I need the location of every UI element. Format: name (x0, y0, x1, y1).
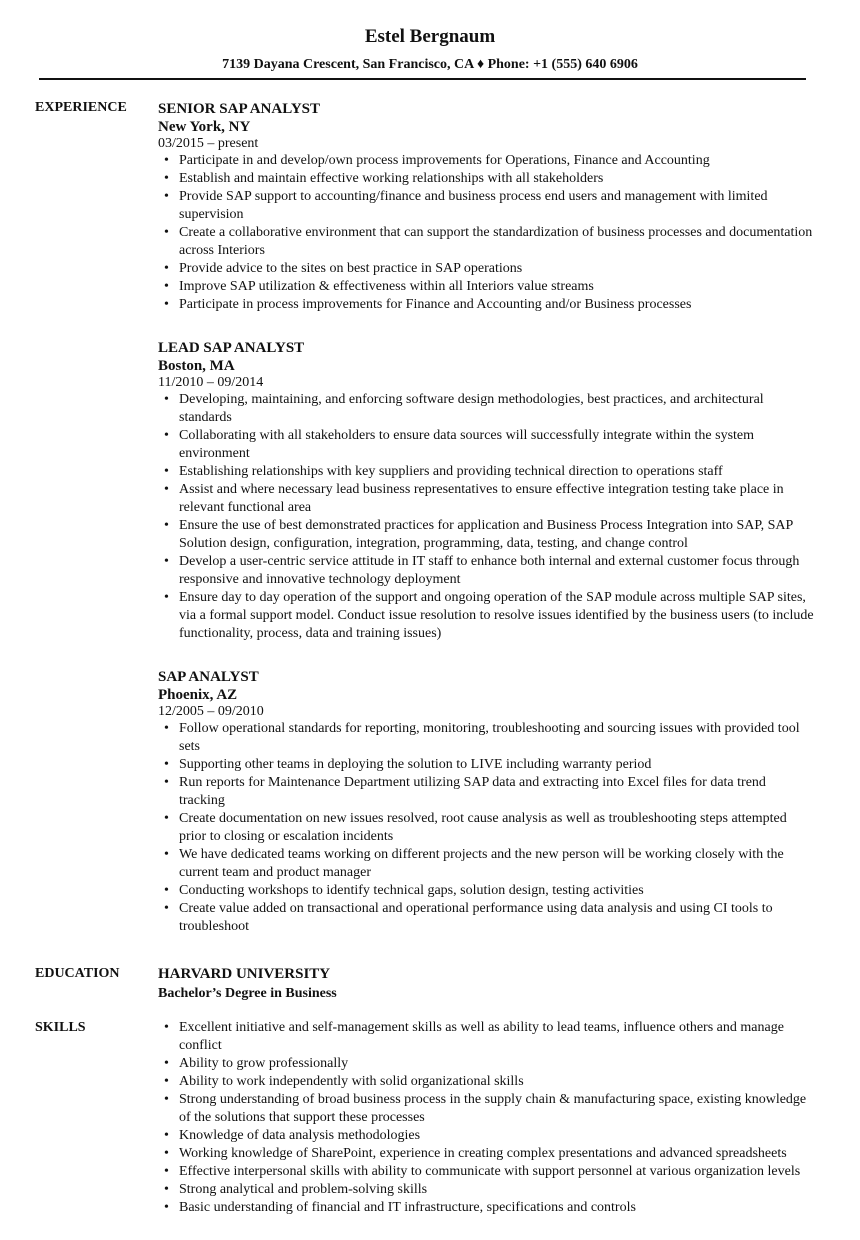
list-item: • Provide SAP support to accounting/finance and business process end users and management with limited supervision (179, 188, 814, 224)
skills-list (158, 1019, 814, 1217)
job-title: SENIOR SAP ANALYST (158, 101, 321, 117)
job-dates: 11/2010 – 09/2014 (158, 375, 264, 390)
list-item: • Develop a user-centric service attitude in IT staff to enhance both internal and external customer focus through responsive and innovative technology deployment (179, 553, 814, 589)
education-body (158, 965, 860, 1004)
job-bullets (158, 720, 814, 936)
education-school: HARVARD UNIVERSITY (158, 966, 331, 982)
list-item: • Basic understanding of financial and IT infrastructure, specifications and controls (179, 1199, 814, 1217)
list-item: • Create value added on transactional and operational performance using data analysis and using CI tools to troubleshoot (179, 900, 814, 936)
list-item: • Working knowledge of SharePoint, experience in creating complex presentations and advanced spreadsheets (179, 1145, 814, 1163)
list-item: • Improve SAP utilization & effectiveness within all Interiors value streams (179, 278, 814, 296)
resume-header (0, 0, 860, 74)
list-item: • Provide advice to the sites on best practice in SAP operations (179, 260, 814, 278)
list-item: • Establishing relationships with key suppliers and providing technical direction to operations staff (179, 463, 814, 481)
experience-heading: EXPERIENCE (35, 100, 127, 115)
education-degree: Bachelor’s Degree in Business (158, 986, 337, 1001)
job-location: Phoenix, AZ (158, 687, 238, 703)
list-item: • Effective interpersonal skills with ability to communicate with support personnel at various organization levels (179, 1163, 814, 1181)
list-item: • Developing, maintaining, and enforcing software design methodologies, best practices, and architectural standards (179, 391, 814, 427)
list-item: • Create documentation on new issues resolved, root cause analysis as well as troubleshooting steps attempted prior to closing or escalation incidents (179, 810, 814, 846)
candidate-name: Estel Bergnaum (364, 26, 496, 47)
list-item: • Establish and maintain effective working relationships with all stakeholders (179, 170, 814, 188)
skills-section (0, 1019, 860, 1217)
job-bullets (158, 391, 814, 643)
contact-line: 7139 Dayana Crescent, San Francisco, CA ♦ Phone: +1 (555) 640 6906 (222, 57, 638, 72)
education-section (0, 965, 860, 1004)
job-title: SAP ANALYST (158, 669, 259, 685)
list-item: • Knowledge of data analysis methodologies (179, 1127, 814, 1145)
job-entry (158, 99, 814, 314)
list-item: • We have dedicated teams working on different projects and the new person will be working closely with the current team and product manager (179, 846, 814, 882)
skills-heading: SKILLS (35, 1020, 86, 1035)
list-item: • Participate in process improvements for Finance and Accounting and/or Business processes (179, 296, 814, 314)
list-item: • Ability to grow professionally (179, 1055, 814, 1073)
list-item: • Assist and where necessary lead business representatives to ensure effective integration testing take place in relevant functional area (179, 481, 814, 517)
job-dates: 12/2005 – 09/2010 (158, 704, 264, 719)
list-item: • Ensure day to day operation of the support and ongoing operation of the SAP module across multiple SAP sites, via a formal support model. Conduct issue resolution to resolve issues identified by the business users (to include functionality, process, data and training issues) (179, 589, 814, 643)
skills-body (158, 1019, 860, 1217)
job-dates: 03/2015 – present (158, 136, 259, 151)
list-item: • Run reports for Maintenance Department utilizing SAP data and extracting into Excel files for data trend tracking (179, 774, 814, 810)
header-divider (39, 78, 806, 80)
list-item: • Create a collaborative environment that can support the standardization of business processes and documentation across Interiors (179, 224, 814, 260)
experience-section (0, 99, 860, 936)
list-item: • Participate in and develop/own process improvements for Operations, Finance and Accounting (179, 152, 814, 170)
job-bullets (158, 152, 814, 314)
list-item: • Collaborating with all stakeholders to ensure data sources will successfully integrate within the system environment (179, 427, 814, 463)
job-entry (158, 667, 814, 936)
list-item: • Supporting other teams in deploying the solution to LIVE including warranty period (179, 756, 814, 774)
job-location: Boston, MA (158, 358, 235, 374)
experience-body (158, 99, 860, 936)
list-item: • Strong understanding of broad business process in the supply chain & manufacturing space, existing knowledge of the solutions that support these processes (179, 1091, 814, 1127)
list-item: • Ability to work independently with solid organizational skills (179, 1073, 814, 1091)
list-item: • Conducting workshops to identify technical gaps, solution design, testing activities (179, 882, 814, 900)
job-location: New York, NY (158, 119, 251, 135)
job-entry (158, 338, 814, 643)
education-heading: EDUCATION (35, 966, 120, 981)
job-title: LEAD SAP ANALYST (158, 340, 305, 356)
list-item: • Excellent initiative and self-management skills as well as ability to lead teams, influence others and manage conflict (179, 1019, 814, 1055)
list-item: • Follow operational standards for reporting, monitoring, troubleshooting and sourcing issues with provided tool sets (179, 720, 814, 756)
list-item: • Strong analytical and problem-solving skills (179, 1181, 814, 1199)
list-item: • Ensure the use of best demonstrated practices for application and Business Process Integration into SAP, SAP Solution design, configuration, integration, programming, data, testing, and change control (179, 517, 814, 553)
